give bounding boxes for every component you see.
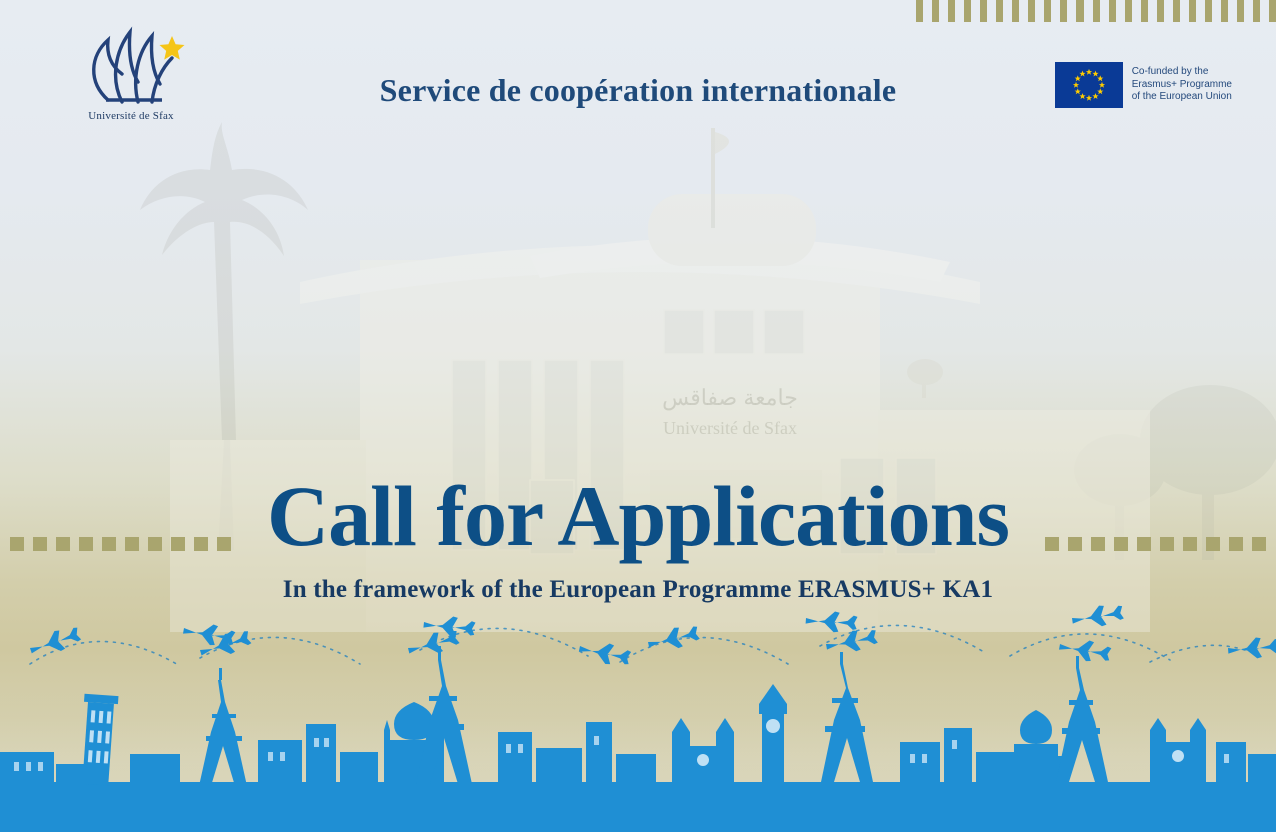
big-ben-icon <box>759 684 787 784</box>
building-sign-latin: Université de Sfax <box>663 418 797 438</box>
skyline-haze <box>0 686 1276 806</box>
eu-cofunded-text <box>1132 66 1232 104</box>
eu-text-line-2: Erasmus+ Programme <box>1131 78 1232 90</box>
leaning-tower-icon <box>78 694 118 786</box>
page-title: Call for Applications <box>267 468 1009 564</box>
basilica-icon <box>1006 710 1066 784</box>
skyline-illustration <box>0 602 1276 832</box>
eiffel-tower-icon <box>416 646 472 784</box>
eiffel-tower-icon <box>1056 656 1108 782</box>
service-title: Service de coopération internationale <box>379 72 897 108</box>
flight-paths <box>30 625 1260 666</box>
mosque-icon <box>384 702 444 784</box>
world-monuments-skyline <box>0 646 1276 832</box>
eiffel-tower-icon <box>821 652 873 782</box>
page-subtitle: In the framework of the European Programme ERASMUS+ KA1 <box>282 576 994 603</box>
eu-text-line-1: Co-funded by the <box>1131 66 1209 78</box>
university-logo-caption: Université de Sfax <box>88 110 174 122</box>
cathedral-icon <box>672 718 734 784</box>
eu-text-line-3: of the European Union <box>1131 91 1232 103</box>
star-icon <box>160 36 185 60</box>
skyline-ground-bar <box>0 806 1276 832</box>
eu-cofunded-badge <box>1055 62 1232 108</box>
building-sign-arabic: جامعة صفاقس <box>662 385 798 410</box>
eu-flag-icon <box>1055 62 1123 108</box>
title-block <box>0 470 1276 604</box>
poster-header <box>0 0 1276 140</box>
eiffel-tower-icon <box>199 668 247 786</box>
cathedral-icon <box>1150 718 1206 784</box>
airplane-icons <box>27 602 1276 668</box>
